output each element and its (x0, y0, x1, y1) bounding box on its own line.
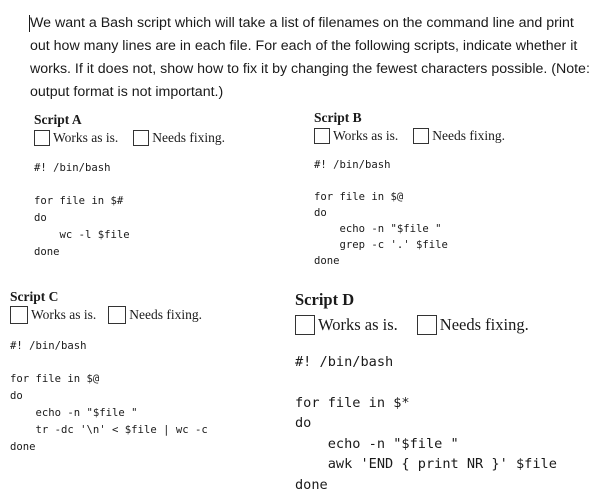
code-line: tr -dc '\n' < $file | wc -c (10, 424, 208, 436)
code-line: awk 'END { print NR }' $file (295, 456, 557, 472)
script-b-needs-fixing-checkbox[interactable] (413, 128, 429, 144)
code-line: echo -n "$file " (10, 407, 138, 419)
script-d-title: Script D (295, 290, 355, 309)
script-b-code (314, 157, 505, 269)
script-c-works-checkbox[interactable] (10, 306, 28, 324)
script-d-works-checkbox[interactable] (295, 315, 315, 335)
script-b-needs-fixing-label: Needs fixing. (432, 128, 506, 143)
script-a-works-checkbox[interactable] (34, 130, 50, 146)
script-c-title: Script C (10, 289, 59, 304)
script-c-needs-fixing-option[interactable] (108, 306, 202, 324)
code-line: do (10, 390, 23, 402)
script-d-code (295, 352, 557, 495)
script-d-works-option[interactable] (295, 315, 398, 335)
script-a (34, 112, 225, 261)
script-b-needs-fixing-option[interactable] (413, 128, 505, 144)
problem-statement: We want a Bash script which will take a list of filenames on the command line and print out how many lines are in each file. For each of the following scripts, indicate whether it works. If it does not, show how to fix it by changing the fewest characters possible. (Note: output format is not important.) (30, 15, 590, 100)
script-c-options (10, 305, 208, 325)
script-d-needs-fixing-option[interactable] (417, 315, 529, 335)
code-line: for file in $@ (314, 191, 404, 203)
code-line: #! /bin/bash (34, 162, 111, 174)
script-a-needs-fixing-label: Needs fixing. (152, 130, 226, 145)
script-a-title: Script A (34, 112, 82, 127)
code-line: done (295, 476, 328, 493)
script-d-options (295, 312, 557, 338)
script-a-works-option[interactable] (34, 130, 118, 146)
script-b-works-option[interactable] (314, 128, 398, 144)
code-line: #! /bin/bash (314, 159, 391, 171)
code-line: grep -c '.' $file (314, 239, 448, 251)
script-b-title: Script B (314, 110, 362, 125)
script-c (10, 289, 208, 456)
script-c-code (10, 338, 208, 456)
code-line: do (314, 207, 327, 219)
script-c-works-label: Works as is. (31, 307, 97, 322)
script-c-needs-fixing-checkbox[interactable] (108, 306, 126, 324)
script-b-options (314, 126, 505, 146)
script-d (295, 290, 557, 495)
script-d-needs-fixing-checkbox[interactable] (417, 315, 437, 335)
script-c-needs-fixing-label: Needs fixing. (129, 307, 203, 322)
code-line: done (314, 255, 340, 267)
code-line: #! /bin/bash (295, 354, 394, 370)
code-line: do (34, 212, 47, 224)
code-line: do (295, 415, 312, 431)
code-line: for file in $# (34, 195, 124, 207)
script-a-needs-fixing-checkbox[interactable] (133, 130, 149, 146)
script-a-code (34, 160, 225, 261)
code-line: wc -l $file (34, 229, 130, 241)
script-c-works-option[interactable] (10, 306, 96, 324)
code-line: echo -n "$file " (314, 223, 442, 235)
script-a-needs-fixing-option[interactable] (133, 130, 225, 146)
code-line: #! /bin/bash (10, 340, 87, 352)
script-b-works-label: Works as is. (333, 128, 399, 143)
script-b-works-checkbox[interactable] (314, 128, 330, 144)
code-line: echo -n "$file " (295, 435, 459, 452)
script-d-works-label: Works as is. (318, 315, 398, 334)
script-a-works-label: Works as is. (53, 130, 119, 145)
code-line: done (34, 246, 60, 258)
script-d-needs-fixing-label: Needs fixing. (439, 315, 529, 334)
code-line: done (10, 441, 36, 453)
code-line: for file in $* (295, 394, 410, 411)
script-a-options (34, 128, 225, 148)
script-b (314, 110, 505, 269)
code-line: for file in $@ (10, 373, 100, 385)
